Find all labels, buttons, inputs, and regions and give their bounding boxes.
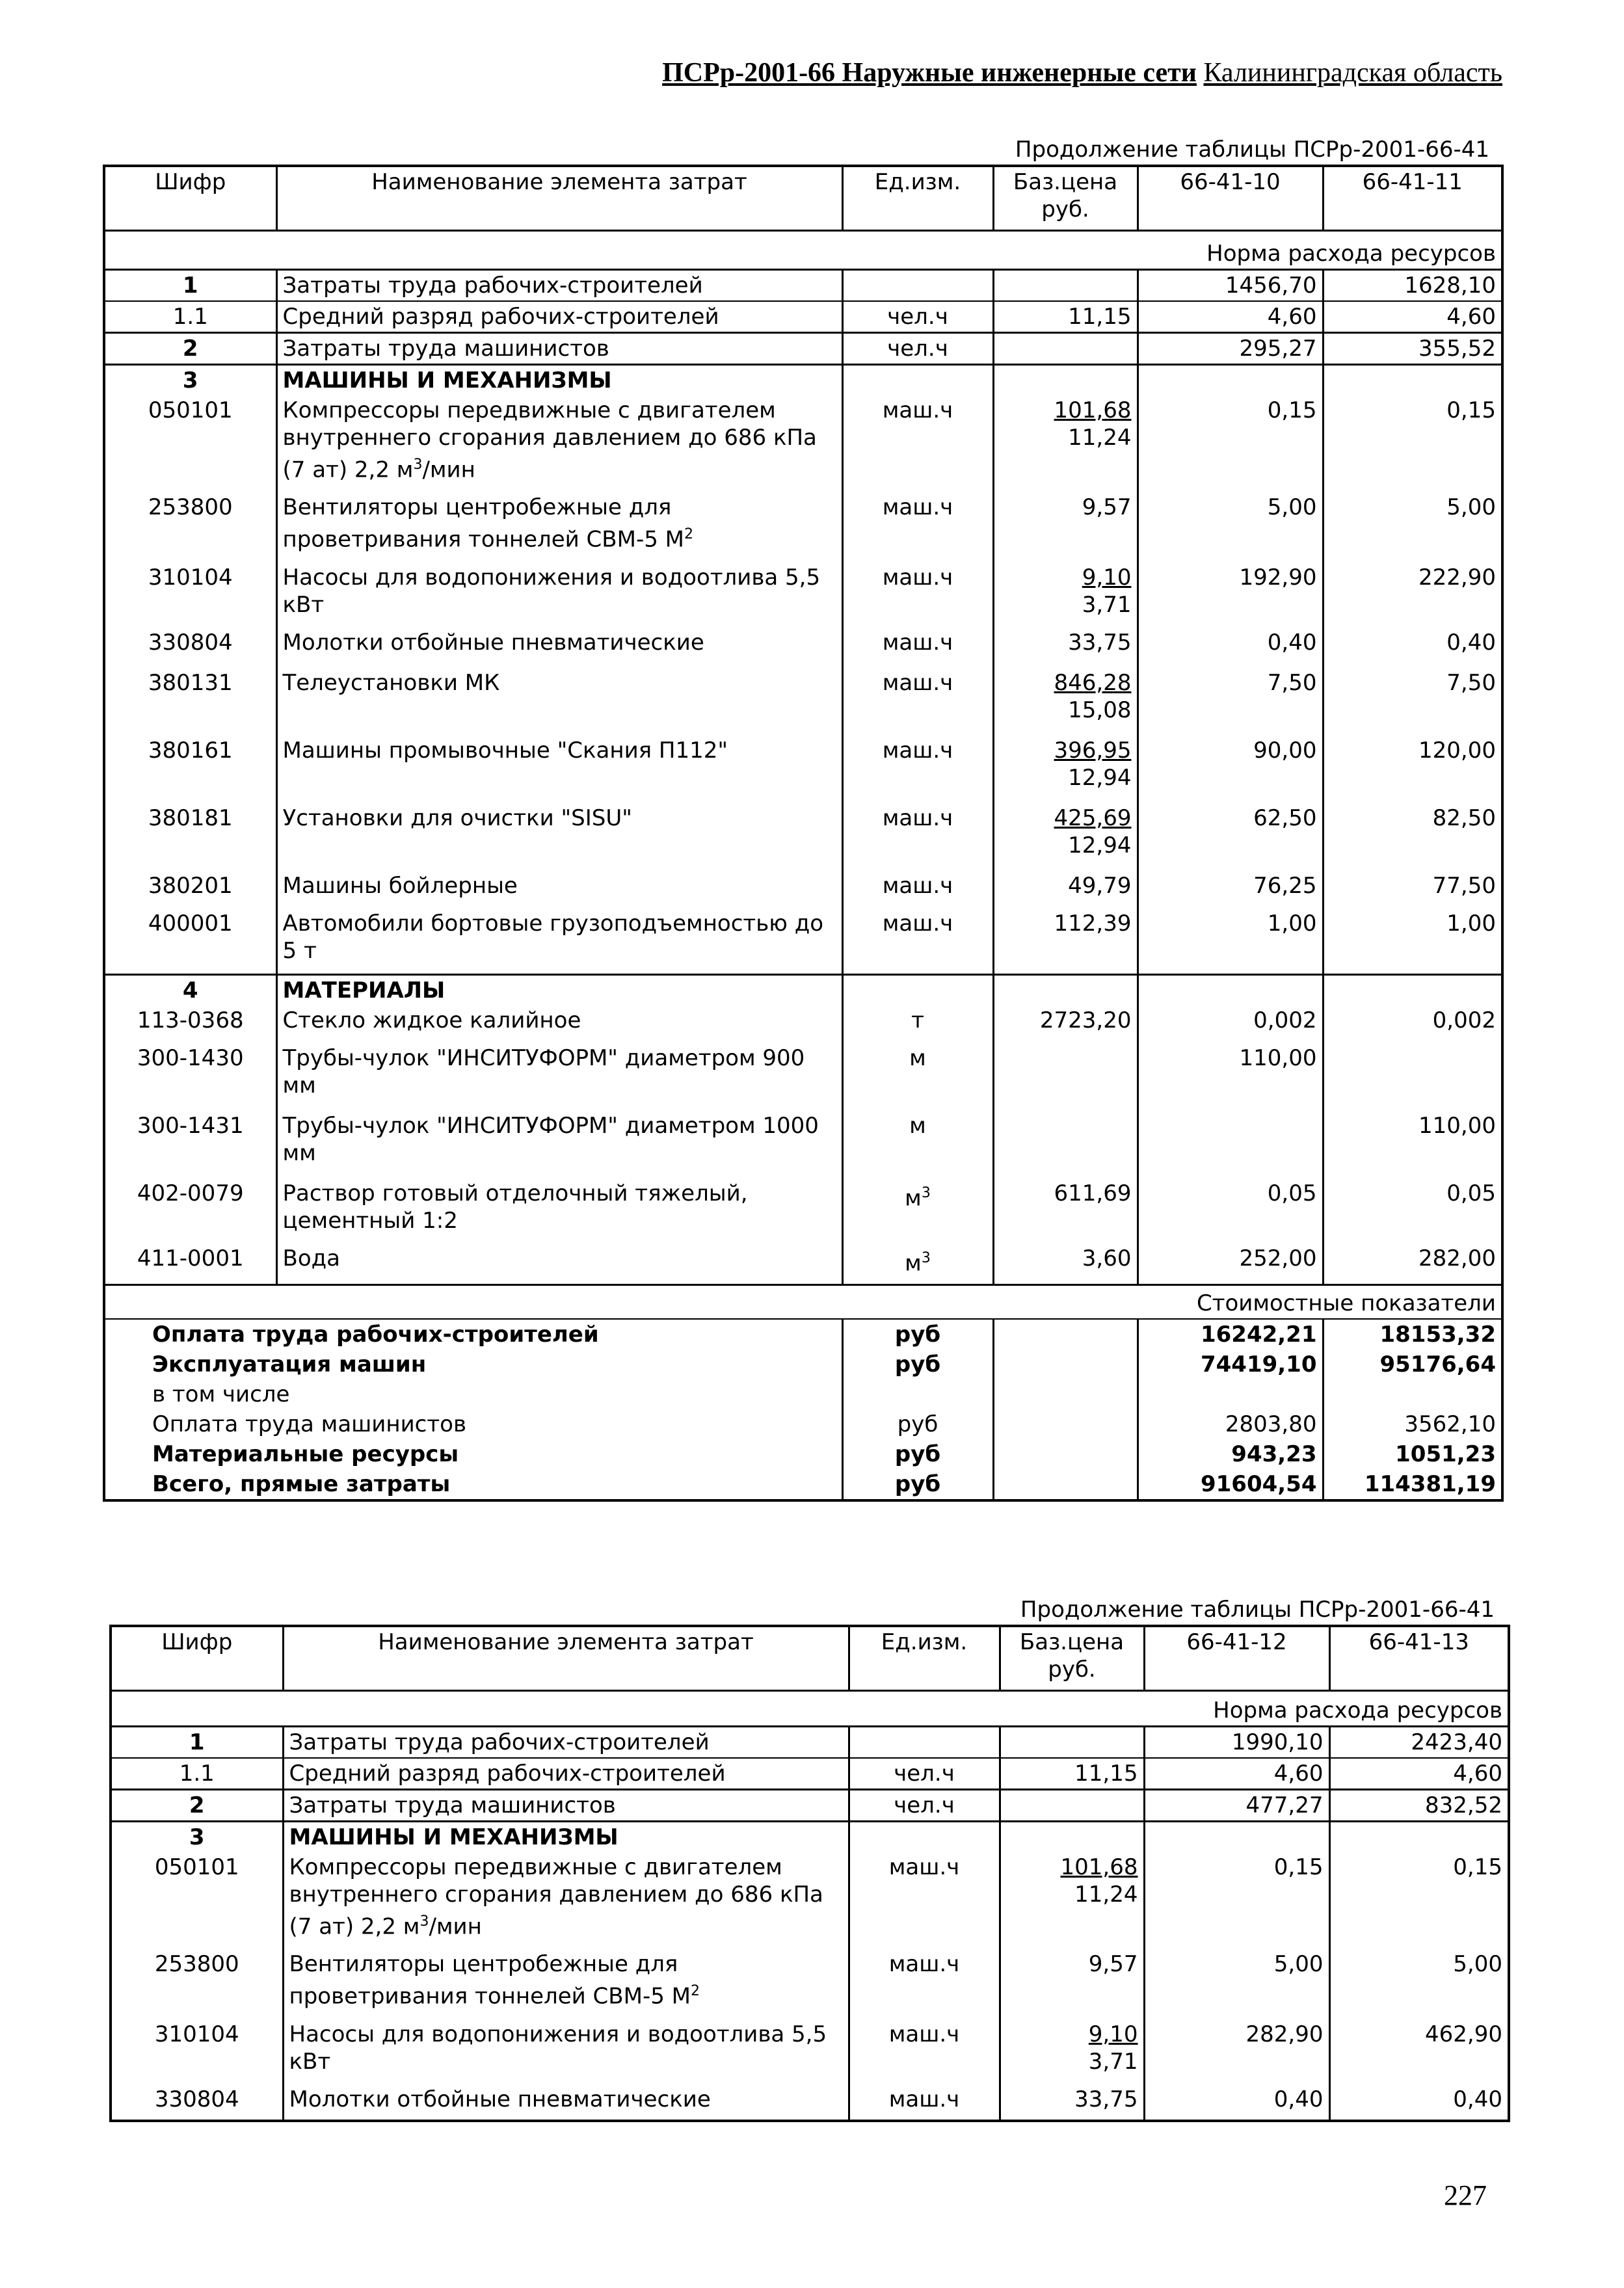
table-row: 4 МАТЕРИАЛЫ [104,974,1502,1005]
table-row: 330804 Молотки отбойные пневматические маш.ч 33,75 0,40 0,40 [104,628,1502,668]
summary-row: Эксплуатация машин руб 74419,10 95176,64 [104,1350,1502,1379]
table1 [103,165,1504,1502]
col-v1-header: 66-41-10 [1138,166,1323,231]
col-code-header: Шифр [104,166,276,231]
table-row: 113-0368 Стекло жидкое калийное т 2723,20 0,002 0,002 [104,1005,1502,1043]
table-row: 300-1431 Трубы-чулок "ИНСИТУФОРМ" диаметром 1000 мм м 110,00 [104,1111,1502,1178]
table2-header-row: Шифр Наименование элемента затрат Ед.изм. Баз.цена руб. 66-41-12 66-41-13 [111,1626,1509,1691]
table2-continuation: Продолжение таблицы ПСРр-2001-66-41 [1020,1597,1495,1623]
table1-continuation: Продолжение таблицы ПСРр-2001-66-41 [1015,137,1489,163]
table-row: 253800 Вентиляторы центробежные для проветривания тоннелей СВМ-5 $М^2$ маш.ч 9,57 5,00 5,00 [104,492,1502,562]
table-row: 2 Затраты труда машинистов чел.ч 477,27 832,52 [111,1790,1509,1822]
table-row: 380201 Машины бойлерные маш.ч 49,79 76,25 77,50 [104,871,1502,909]
table-row: 1 Затраты труда рабочих-строителей 1990,10 2423,40 [111,1727,1509,1759]
col-v2-header: 66-41-11 [1323,166,1502,231]
table-row: 253800 Вентиляторы центробежные для проветривания тоннелей СВМ-5 $М^2$ маш.ч 9,57 5,00 5,00 [111,1949,1509,2019]
table-row: 1.1 Средний разряд рабочих-строителей чел.ч 11,15 4,60 4,60 [104,301,1502,333]
table2 [109,1625,1510,2122]
page-number: 227 [1444,2179,1487,2211]
header-region: Калининградская область [1203,58,1502,88]
table-row: 1 Затраты труда рабочих-строителей 1456,70 1628,10 [104,270,1502,302]
table-row: 402-0079 Раствор готовый отделочный тяжелый, цементный 1:2 $м^3$ 611,69 0,05 0,05 [104,1178,1502,1244]
table1-header-row [104,166,1502,231]
table-row: 3 МАШИНЫ И МЕХАНИЗМЫ [111,1822,1509,1853]
summary-row: Всего, прямые затраты руб 91604,54 114381,19 [104,1469,1502,1500]
header-code-title: ПСРр-2001-66 Наружные инженерные сети [662,58,1197,88]
summary-row: Оплата труда рабочих-строителей руб 16242,21 18153,32 [104,1319,1502,1350]
table1-cost-row [104,1284,1502,1319]
table-row: 050101 Компрессоры передвижные с двигателем внутреннего сгорания давлением до 686 кПа (7 ат) 2,2 $м^3$/мин маш.ч 101,68 11,24 0,15 0,15 [104,395,1502,492]
table-row: 310104 Насосы для водопонижения и водоотлива 5,5 кВт маш.ч 9,10 3,71 282,90 462,90 [111,2019,1509,2084]
table-row: 380131 Телеустановки МК маш.ч 846,28 15,08 7,50 7,50 [104,668,1502,736]
summary-row: Материальные ресурсы руб 943,23 1051,23 [104,1439,1502,1469]
table-row: 1.1 Средний разряд рабочих-строителей чел.ч 11,15 4,60 4,60 [111,1758,1509,1790]
document-header [104,57,1502,88]
table-row: 380161 Машины промывочные "Скания П112" маш.ч 396,95 12,94 90,00 120,00 [104,736,1502,803]
norm-title: Норма расхода ресурсов [276,231,1502,270]
col-price-header: Баз.цена руб. [993,166,1138,231]
summary-row: Оплата труда машинистов руб 2803,80 3562,10 [104,1409,1502,1439]
col-name-header: Наименование элемента затрат [276,166,842,231]
table-row: 2 Затраты труда машинистов чел.ч 295,27 355,52 [104,333,1502,365]
table-row: 330804 Молотки отбойные пневматические маш.ч 33,75 0,40 0,40 [111,2084,1509,2121]
table1-norm-row [104,231,1502,270]
table-row: 380181 Установки для очистки "SISU" маш.ч 425,69 12,94 62,50 82,50 [104,803,1502,871]
table-row: 310104 Насосы для водопонижения и водоотлива 5,5 кВт маш.ч 9,10 3,71 192,90 222,90 [104,563,1502,628]
table-row: 3 МАШИНЫ И МЕХАНИЗМЫ [104,365,1502,396]
col-unit-header: Ед.изм. [842,166,993,231]
table-row: 411-0001 Вода $м^3$ 3,60 252,00 282,00 [104,1244,1502,1285]
cost-title: Стоимостные показатели [276,1284,1502,1319]
table-row: 400001 Автомобили бортовые грузоподъемностью до 5 т маш.ч 112,39 1,00 1,00 [104,909,1502,975]
table-row: 300-1430 Трубы-чулок "ИНСИТУФОРМ" диаметром 900 мм м 110,00 [104,1043,1502,1111]
summary-row: в том числе [104,1379,1502,1409]
table-row: 050101 Компрессоры передвижные с двигателем внутреннего сгорания давлением до 686 кПа (7 ат) 2,2 $м^3$/мин маш.ч 101,68 11,24 0,15 0,15 [111,1852,1509,1949]
table2-norm-row: Норма расхода ресурсов [111,1691,1509,1727]
